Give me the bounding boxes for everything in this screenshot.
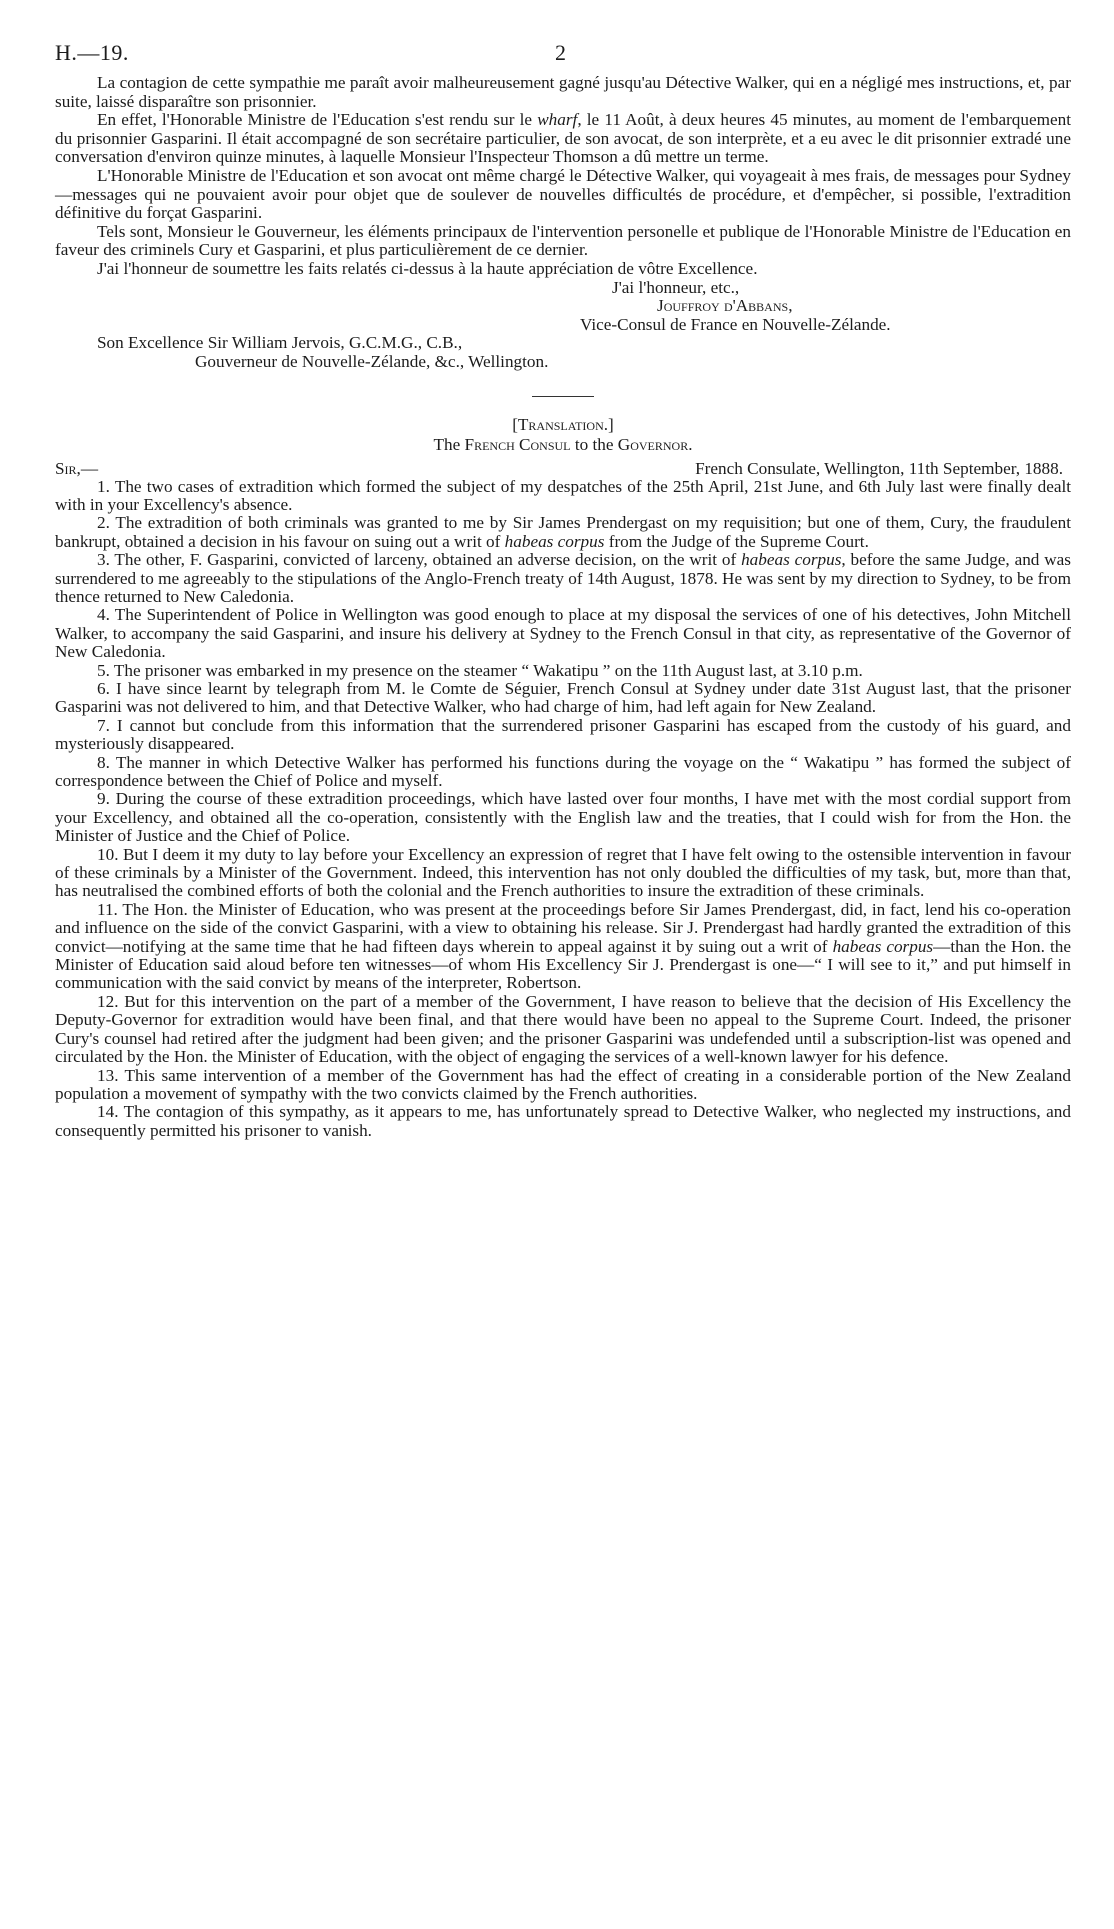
numbered-paragraph: 6. I have since learnt by telegraph from M. le Comte de Séguier, French Consul at Sydney under date 31st August last, that the prisoner Gasparini was not delivered to him, and that Detective Walker, who had charge of him, had left again for New Zealand. [55, 678, 1071, 717]
document-reference: H.—19. [55, 40, 129, 65]
italic-term: habeas corpus [741, 550, 842, 570]
addressee-line: Son Excellence Sir William Jervois, G.C.M.G., C.B., [97, 333, 463, 353]
numbered-paragraph: 3. The other, F. Gasparini, convicted of larceny, obtained an adverse decision, on the writ of habeas corpus, before the same Judge, and was surrendered to me agreeably to the stipulations of the Anglo-French treaty of 14th August, 1878. He was sent by my direction to Sydney, to be from thence returned to New Caledonia. [55, 550, 1071, 606]
section-divider [532, 396, 594, 397]
numbered-paragraph: 2. The extradition of both criminals was granted to me by Sir James Prendergast on my requisition; but one of them, Cury, the fraudulent bankrupt, obtained a decision in his favour on suing out a writ of habeas corpus from the Judge of the Supreme Court. [55, 513, 1071, 551]
french-paragraph: En effet, l'Honorable Ministre de l'Education s'est rendu sur le wharf, le 11 Août, à deux heures 45 minutes, au moment de l'embarquement du prisonnier Gasparini. Il était accompagné de son secrétaire particulier, de son avocat, de son interprète, et a eu avec le dit prisonnier extradé une conversation d'environ quinze minutes, à laquelle Monsieur l'Inspecteur Thomson a dû mettre un terme. [55, 110, 1071, 167]
numbered-paragraph: 12. But for this intervention on the part of a member of the Government, I have reason to believe that the decision of His Excellency the Deputy-Governor for extradition would have been final, and that there would have been no appeal to the Supreme Court. Indeed, the prisoner Cury's counsel had retired after the judgment had been given; and the prisoner Gasparini was undefended until a subscription-list was opened and circulated by the Hon. the Minister of Education, with the object of engaging the services of a well-known lawyer for his defence. [55, 991, 1071, 1067]
italic-term: habeas corpus [832, 936, 934, 956]
french-paragraph: J'ai l'honneur de soumettre les faits relatés ci-dessus à la haute appréciation de vôtre Excellence. [97, 258, 758, 278]
signature-name: Jouffroy d'Abbans, [657, 296, 793, 316]
page-header [55, 40, 1071, 74]
numbered-paragraph: 4. The Superintendent of Police in Wellington was good enough to place at my disposal the services of one of his detectives, John Mitchell Walker, to accompany the said Gasparini, and insure his delivery at Sydney to the French Consul in that city, as representative of the Governor of New Caledonia. [55, 605, 1071, 662]
closing-formula: J'ai l'honneur, etc., [612, 277, 740, 297]
numbered-paragraph: 14. The contagion of this sympathy, as it appears to me, has unfortunately spread to Detective Walker, who neglected my instructions, and consequently permitted his prisoner to vanish. [55, 1102, 1071, 1140]
numbered-paragraph: 13. This same intervention of a member of the Government has had the effect of creating in a considerable portion of the New Zealand population a movement of sympathy with the two convicts claimed by the French authorities. [55, 1065, 1071, 1103]
document-page [55, 40, 1071, 1140]
french-paragraph: Tels sont, Monsieur le Gouverneur, les éléments principaux de l'intervention personelle et publique de l'Honorable Ministre de l'Education en faveur des criminels Cury et Gasparini, et plus particulièrement de ce dernier. [55, 221, 1071, 260]
translation-section [55, 415, 1071, 1141]
numbered-paragraph: 5. The prisoner was embarked in my presence on the steamer “ Wakatipu ” on the 11th August last, at 3.10 p.m. [97, 660, 863, 680]
numbered-paragraph: 8. The manner in which Detective Walker has performed his functions during the voyage on the “ Wakatipu ” has formed the subject of correspondence between the Chief of Police and myself. [55, 752, 1071, 790]
place-date: French Consulate, Wellington, 11th September, 1888. [695, 458, 1063, 478]
italic-term: habeas corpus [504, 531, 605, 551]
french-paragraph: L'Honorable Ministre de l'Education et son avocat ont même chargé le Détective Walker, qui voyageait à mes frais, de messages pour Sydney—messages qui ne pouvaient avoir pour objet que de soulever de nouvelles difficultés de procédure, et d'empêcher, si possible, l'extradition définitive du forçat Gasparini. [55, 165, 1071, 223]
french-paragraph: La contagion de cette sympathie me paraît avoir malheureusement gagné jusqu'au Détective Walker, qui en a négligé mes instructions, et, par suite, laissé disparaître son prisonnier. [55, 73, 1071, 111]
numbered-paragraph: 9. During the course of these extradition proceedings, which have lasted over four months, I have met with the most cordial support from your Excellency, and obtained all the co-operation, consistently with the English law and the treaties, that I could wish for from the Hon. the Minister of Justice and the Chief of Police. [55, 789, 1071, 846]
numbered-paragraph: 10. But I deem it my duty to lay before your Excellency an expression of regret that I have felt owing to the ostensible intervention in favour of these criminals by a Minister of the Government. Indeed, this intervention has not only doubled the difficulties of my task, but, more than that, has neutralised the combined efforts of both the colonial and the French authorities to insure the extradition of these criminals. [55, 844, 1071, 901]
italic-term: wharf [537, 110, 578, 130]
numbered-paragraph: 11. The Hon. the Minister of Education, who was present at the proceedings before Sir James Prendergast, did, in fact, lend his co-operation and influence on the side of the convict Gasparini, with a view to obtaining his release. Sir J. Prendergast had hardly granted the extradition of this convict—notifying at the same time that he had fifteen days wherein to appeal against it by suing out a writ of habeas corpus—than the Hon. the Minister of Education said aloud before ten witnesses—of whom His Excellency Sir J. Prendergast is one—“ I will see to it,” and put himself in communication with the said convict by means of the interpreter, Robertson. [55, 899, 1072, 993]
translation-heading: The French Consul to the Governor. [433, 434, 693, 454]
salutation: Sir,— [55, 458, 99, 478]
french-letter [55, 74, 1071, 372]
numbered-paragraph: 1. The two cases of extradition which formed the subject of my despatches of the 25th April, 21st June, and 6th July last were finally dealt with in your Excellency's absence. [55, 476, 1071, 514]
translation-label: [Translation.] [512, 414, 614, 434]
addressee-line: Gouverneur de Nouvelle-Zélande, &c., Wellington. [195, 351, 549, 371]
numbered-paragraph: 7. I cannot but conclude from this information that the surrendered prisoner Gasparini has escaped from the custody of his guard, and mysteriously disappeared. [55, 715, 1071, 754]
page-number: 2 [555, 40, 566, 65]
salutation-line [55, 459, 1071, 478]
signature-title: Vice-Consul de France en Nouvelle-Zélande. [580, 314, 891, 334]
